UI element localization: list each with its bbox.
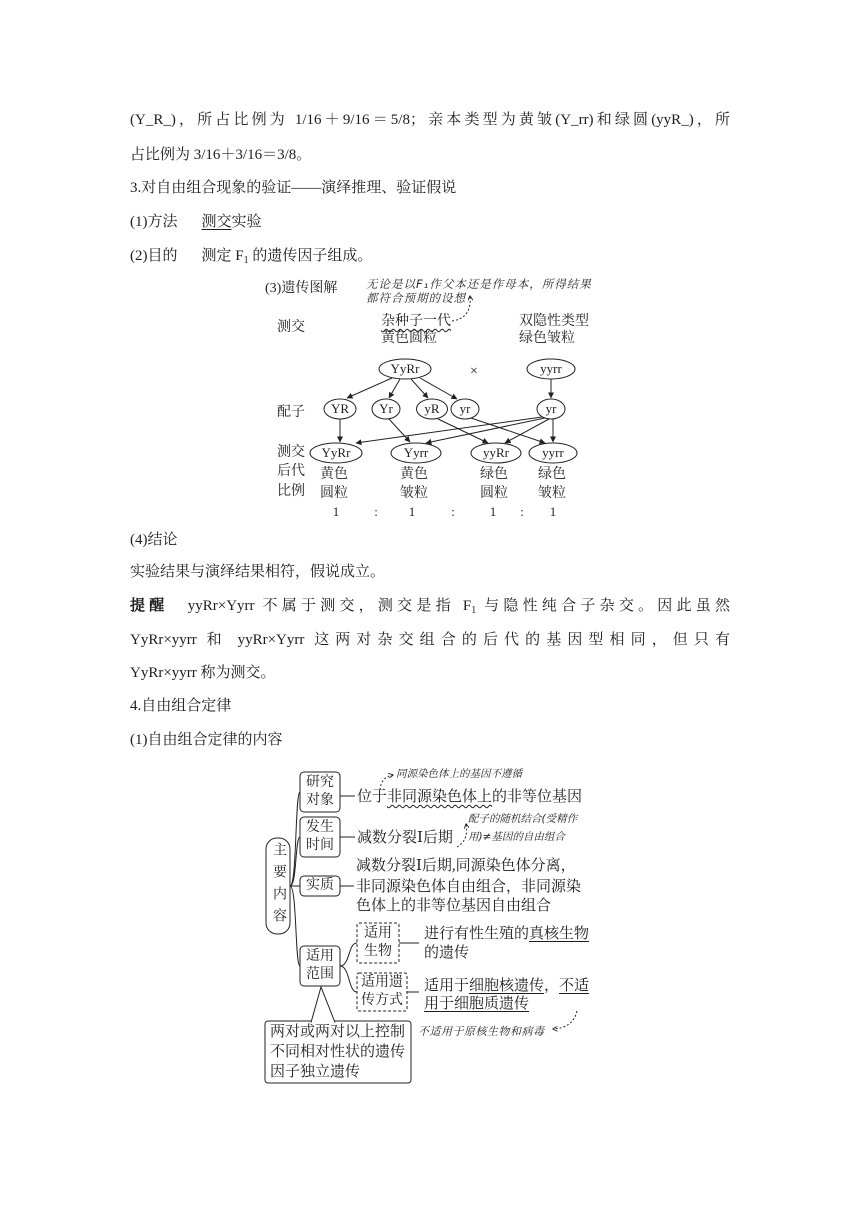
- inheritance-label: [357, 974, 407, 1010]
- arrow-parent1-to-gamete: [389, 379, 400, 398]
- gamete-label: yR: [424, 401, 440, 416]
- purpose-line: [130, 246, 372, 266]
- cross-diagram-title: (3)遗传图解: [265, 281, 338, 296]
- label-line: 适用: [306, 949, 334, 964]
- section-4-subheading: (1)自由组合定律的内容: [130, 732, 283, 748]
- ratio-value: 1: [408, 504, 416, 519]
- handwritten-note-line: 无论是以F₁作父本还是作母本，所得结果: [366, 277, 592, 291]
- reminder-line-3: YyRr×yyrr 称为测交。: [130, 665, 276, 681]
- method-rest: 实验: [231, 214, 262, 230]
- timing-note-arrow: [457, 824, 467, 847]
- arrow-parent1-to-gamete: [411, 379, 428, 398]
- gamete-label: Yr: [379, 401, 393, 416]
- essence-line: 减数分裂Ⅰ后期,同源染色体分离，: [356, 858, 576, 874]
- timing-text: 减数分裂Ⅰ后期: [357, 830, 453, 846]
- organisms-label: [357, 925, 399, 961]
- method-line: [130, 212, 262, 232]
- method-key: 测交: [201, 214, 232, 230]
- inheritance-text-line-2: 用于细胞质遗传: [424, 996, 530, 1012]
- timing-note-line: 用)≠基因的自由组合: [468, 831, 565, 843]
- parent1-phenotype: 黄色圆粒: [381, 331, 437, 346]
- research-object-text: [357, 788, 582, 806]
- offspring-shape: 皱粒: [538, 486, 566, 501]
- timing-note-line: 配子的随机结合(受精作: [468, 813, 578, 825]
- purpose-pre: 测定 F: [201, 248, 244, 264]
- label-line: 传方式: [361, 993, 403, 1008]
- continuation-line-2: 占比例为 3/16＋3/16＝3/8。: [130, 147, 312, 163]
- arrow-parent1-to-gamete: [420, 378, 457, 399]
- gamete-label: yr: [459, 401, 471, 416]
- offspring-genotype: Yyrr: [403, 445, 429, 460]
- arrow-gamete-to-offspring: [356, 417, 542, 443]
- mind-map-root: 主要内容: [271, 842, 286, 930]
- organisms-text: [424, 925, 589, 943]
- offspring-shape: 皱粒: [400, 486, 428, 501]
- label-line: 发生: [306, 820, 334, 835]
- ratio-value: 1: [549, 504, 557, 519]
- label-line: 适用遗: [361, 975, 403, 990]
- label-line: 生物: [364, 944, 392, 959]
- inheritance-note: 不适用于原核生物和病毒: [418, 1025, 545, 1038]
- text-key-wavy: 非同源染色体上: [387, 789, 493, 805]
- arrow-gamete-to-offspring: [389, 419, 410, 442]
- offspring-color: 绿色: [480, 467, 508, 482]
- offspring-shape: 圆粒: [320, 486, 348, 501]
- ratio-value: 1: [489, 504, 497, 519]
- offspring-color: 黄色: [400, 467, 428, 482]
- offspring-genotype: YyRr: [321, 445, 351, 460]
- parent1-label: 杂种子一代: [381, 314, 451, 329]
- arrow-gamete-to-offspring: [426, 418, 545, 443]
- condition-line: 不同相对性状的遗传: [270, 1044, 406, 1060]
- cross-symbol: ×: [470, 364, 478, 379]
- inheritance-text: [424, 977, 589, 995]
- text-segment: 位于: [357, 789, 388, 805]
- offspring-color: 绿色: [538, 467, 566, 482]
- conclusion-label: (4)结论: [130, 532, 178, 548]
- condition-callout-pointer: [311, 987, 335, 1023]
- section-3-heading: 3.对自由组合现象的验证——演绎推理、验证假说: [130, 180, 457, 196]
- timing-label: [300, 819, 340, 855]
- arrow-gamete-to-offspring: [438, 419, 488, 443]
- row-label-gametes: 配子: [277, 405, 305, 420]
- row-label-offspring: 后代: [277, 464, 305, 479]
- arrow-gamete-to-offspring: [505, 419, 549, 443]
- label-line: 时间: [306, 838, 334, 853]
- ratio-value: 1: [332, 504, 340, 519]
- purpose-post: 的遗传因子组成。: [248, 248, 373, 264]
- row-label-offspring: 测交: [277, 445, 305, 460]
- parent2-genotype: yyrr: [540, 361, 562, 376]
- essence-label: 实质: [306, 878, 334, 893]
- scope-brace: [340, 943, 357, 992]
- scope-label: [300, 948, 340, 984]
- arrow-parent1-to-gamete: [347, 378, 392, 398]
- label-line: 范围: [306, 967, 334, 982]
- offspring-genotype: yyrr: [542, 445, 564, 460]
- offspring-genotype: yyRr: [483, 445, 509, 460]
- text-segment: 进行有性生殖的: [424, 926, 530, 942]
- ratio-separator: :: [520, 504, 524, 519]
- continuation-line-1: (Y_R_)，所占比例为 1/16＋9/16＝5/8；亲本类型为黄皱(Y_rr)和绿圆(yyR_)，所: [130, 112, 730, 128]
- reminder-text-pre: yyRr×Yyrr 不属于测交，测交是指 F: [187, 598, 472, 614]
- parent1-genotype: YyRr: [390, 361, 420, 376]
- label-line: 对象: [306, 793, 334, 808]
- parent2-phenotype: 绿色皱粒: [519, 331, 575, 346]
- offspring-shape: 圆粒: [480, 486, 508, 501]
- row-label-offspring: 比例: [277, 484, 305, 499]
- label-line: 适用: [364, 926, 392, 941]
- inheritance-note-arrow: [553, 1011, 577, 1029]
- condition-line: 两对或两对以上控制: [270, 1024, 406, 1040]
- parent2-gamete-label: yr: [545, 401, 557, 416]
- text-key-underlined: 不适: [559, 978, 590, 994]
- purpose-label: (2)目的: [130, 248, 178, 264]
- text-segment: 的非等位基因: [492, 789, 583, 805]
- parent2-label: 双隐性类型: [519, 314, 589, 329]
- handwritten-note-line: 都符合预期的设想: [366, 291, 466, 305]
- reminder-label: 提醒: [130, 598, 169, 614]
- text-segment: ，: [544, 978, 560, 994]
- reminder-subscript: 1: [471, 605, 477, 616]
- root-brace: [290, 792, 300, 966]
- research-object-label: [300, 774, 340, 810]
- ratio-separator: :: [374, 504, 378, 519]
- section-4-heading: 4.自由组合定律: [130, 698, 232, 714]
- method-label: (1)方法: [130, 214, 178, 230]
- organisms-text-line-2: 的遗传: [424, 945, 470, 961]
- reminder-line-1: [130, 596, 730, 616]
- gamete-label: YR: [330, 401, 350, 416]
- arrow-gamete-to-offspring: [471, 418, 545, 443]
- offspring-color: 黄色: [320, 467, 348, 482]
- purpose-subscript: 1: [243, 255, 249, 266]
- reminder-line-2: YyRr×yyrr 和 yyRr×Yyrr 这两对杂交组合的后代的基因型相同，但只有: [130, 632, 730, 648]
- text-segment: 适用于: [424, 978, 470, 994]
- essence-line: 非同源染色体自由组合，非同源染: [356, 879, 582, 895]
- reminder-text-post: 与隐性纯合子杂交。因此虽然: [476, 598, 730, 614]
- research-object-note: 同源染色体上的基因不遵循: [396, 768, 522, 780]
- row-label-cross: 测交: [277, 320, 305, 335]
- conclusion-text: 实验结果与演绎结果相符，假说成立。: [130, 564, 386, 580]
- text-key-underlined: 真核生物: [529, 926, 590, 942]
- label-line: 研究: [306, 775, 334, 790]
- ratio-separator: :: [451, 504, 455, 519]
- text-key-underlined: 细胞核遗传: [469, 978, 545, 994]
- condition-line: 因子独立遗传: [270, 1064, 361, 1080]
- essence-line: 色体上的非等位基因自由组合: [356, 898, 552, 914]
